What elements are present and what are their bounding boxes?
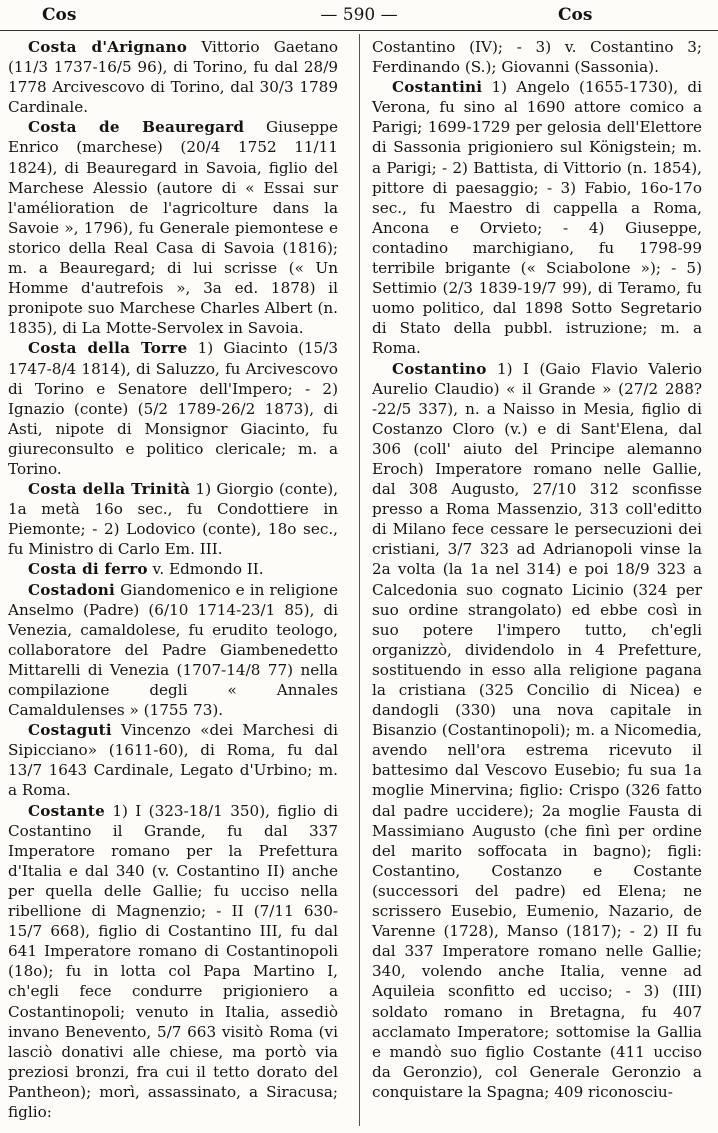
entry-costa-darignano — [8, 37, 338, 117]
entry-headword: Costa della Torre — [28, 339, 188, 358]
left-column — [8, 37, 338, 1122]
header-left-catchword: Cos — [42, 5, 77, 25]
entry-text: Costantino (IV); - 3) v. Costantino 3; Ferdinando (S.); Giovanni (Sassonia). — [372, 38, 702, 77]
entry-text: Vittorio Gaetano (11/3 1737-16/5 96), di Torino, fu dal 28/9 1778 Arcivescovo di Torino, dal 30/3 1789 Cardinale. — [8, 38, 338, 117]
entry-text: Vincenzo «dei Marchesi di Sipicciano» (1611-60), di Roma, fu dal 13/7 1643 Cardinale, Legato d'Urbino; m. a Roma. — [8, 721, 338, 800]
entry-costa-della-trinita — [8, 479, 338, 559]
entry-headword: Costa de Beauregard — [28, 118, 245, 137]
column-divider — [359, 34, 360, 1126]
entry-text: 1) I (323-18/1 350), figlio di Costantino il Grande, fu dal 337 Imperatore romano per la Prefettura d'Italia e dal 340 (v. Costantino II) anche per quella delle Gallie; fu ucciso nella ribellione di Magnenzio; - II (7/11 630-15/7 668), figlio di Costantino III, fu dal 641 Imperatore romano di Costantinopoli (18o); fu in lotta col Papa Martino I, ch'egli fece condurre prigioniero a Costantinopoli; venuto in Italia, assediò invano Benevento, 5/7 663 visitò Roma (vi lasciò donativi alle chiese, ma portò via preziosi bronzi, fra cui il tetto dorato del Pantheon); morì, assassinato, a Siracusa; figlio: — [8, 801, 338, 1121]
entry-text: 1) I (Gaio Flavio Valerio Aurelio Claudio) « il Grande » (27/2 288?-22/5 337), n. a Naisso in Mesia, figlio di Costanzo Cloro (v.) e di Sant'Elena, dal 306 (coll' aiuto del Principe alemanno Eroch) Imperatore romano nelle Gallie, dal 308 Augusto, 27/10 312 sconfisse presso a Roma Massenzio, 313 coll'editto di Milano fece cessare le persecuzioni dei cristiani, 3/7 323 ad Adrianopoli vinse la 2a volta (la 1a nel 314) e poi 18/9 323 a Calcedonia suo cognato Licinio (324 per suo ordine strangolato) ed ebbe così in suo potere l'impero tutto, ch'egli organizzò, dividendolo in 4 Prefetture, sostituendo in esso alla religione pagana la cristiana (325 Concilio di Nicea) e dandogli (330) una nova capitale in Bisanzio (Costantinopoli); m. a Nicomedia, avendo nell'ora estrema ricevuto il battesimo dal Vescovo Eusebio; fu sua 1a moglie Minervina; figlio: Crispo (326 fatto dal padre uccidere); 2a moglie Fausta di Massimiano Augusto (che finì per ordine del marito soffocata in bagno); figli: Costantino, Costanzo e Costante (successori del padre) ed Elena; ne scrissero Eusebio, Eumenio, Nazario, de Varenne (1728), Manso (1817); - 2) II fu dal 337 Imperatore romano nelle Gallie; 340, volendo anche Italia, venne ad Aquileia sconfitto ed ucciso; - 3) (III) soldato romano in Bretagna, fu 407 acclamato Imperatore; sottomise la Gallia e mandò suo figlio Costante (411 ucciso da Geronzio), col Generale Geronzio a conquistare la Spagna; 409 riconosciu- — [372, 359, 703, 1101]
entry-headword: Costa della Trinità — [28, 480, 191, 499]
entry-costadoni — [8, 580, 338, 721]
entry-costa-della-torre — [8, 338, 338, 479]
entry-costa-di-ferro — [8, 559, 338, 579]
entry-headword: Costa di ferro — [28, 560, 148, 579]
entry-costa-de-beauregard — [8, 117, 338, 338]
page-header — [0, 0, 718, 31]
right-column — [372, 37, 702, 1102]
entry-text: 1) Angelo (1655-1730), di Verona, fu sino al 1690 attore comico a Parigi; 1699-1729 per gelosia dell'Elettore di Sassonia prigioniero sul Königstein; m. a Parigi; - 2) Battista, di Vittorio (n. 1854), pittore di paesaggio; - 3) Fabio, 16o-17o sec., fu Maestro di cappella a Roma, Ancona e Orvieto; - 4) Giuseppe, contadino marchigiano, fu 1798-99 terribile brigante (« Sciabolone »); - 5) Settimio (2/3 1839-19/7 99), di Teramo, fu uomo politico, dal 1898 Sotto Segretario di Stato della pubbl. istruzione; m. a Roma. — [372, 78, 702, 358]
entry-costantino — [372, 359, 702, 1102]
entry-text: Giuseppe Enrico (marchese) (20/4 1752 11/11 1824), di Beauregard in Savoia, figlio del Marchese Alessio (autore di « Essai sur l'amélioration de l'agricolture dans la Savoie », 1796), fu Generale piemontese e storico della Real Casa di Savoia (1816); m. a Beauregard; di lui scrisse (« Un Homme d'autrefois », 3a ed. 1878) il pronipote suo Marchese Charles Albert (n. 1835), di La Motte-Servolex in Savoia. — [8, 118, 338, 338]
entry-costantini — [372, 77, 702, 358]
entry-text: 1) Giorgio (conte), 1a metà 16o sec., fu Condottiere in Piemonte; - 2) Lodovico (conte), 18o sec., fu Ministro di Carlo Em. III. — [8, 480, 339, 559]
entry-headword: Costa d'Arignano — [28, 38, 188, 56]
entry-text: Giandomenico e in religione Anselmo (Padre) (6/10 1714-23/1 85), di Venezia, camaldolese, fu erudito teologo, collaboratore del Padre Giambenedetto Mittarelli di Venezia (1707-14/8 77) nella compilazione degli « Annales Camaldulenses » (1755 73). — [8, 580, 338, 720]
entry-text: 1) Giacinto (15/3 1747-8/4 1814), di Saluzzo, fu Arcivescovo di Torino e Senatore dell'Impero; - 2) Ignazio (conte) (5/2 1789-26/2 1873), di Asti, nipote di Monsignor Giacinto, fu giureconsulto e politico clericale; m. a Torino. — [8, 339, 339, 478]
entry-headword: Costantini — [392, 78, 483, 97]
entry-costaguti — [8, 720, 338, 800]
entry-headword: Costadoni — [28, 580, 115, 599]
entry-text: v. Edmondo II. — [152, 560, 264, 579]
entry-headword: Costaguti — [28, 721, 112, 740]
entry-headword: Costantino — [392, 359, 487, 378]
entry-continuation — [372, 37, 702, 77]
page-number: — 590 — — [320, 5, 398, 25]
entry-headword: Costante — [28, 801, 105, 820]
header-right-catchword: Cos — [558, 5, 593, 25]
entry-costante — [8, 801, 338, 1123]
